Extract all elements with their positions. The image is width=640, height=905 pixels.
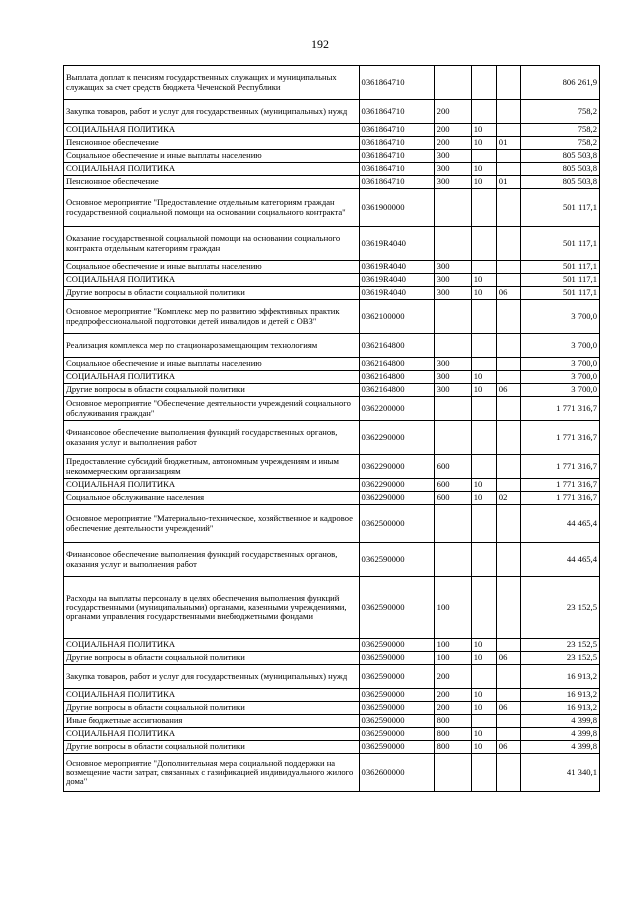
target-article-code: 0361864710 bbox=[359, 176, 434, 189]
amount: 501 117,1 bbox=[520, 189, 599, 227]
row-name: Реализация комплекса мер по стационарозамещающим технологиям bbox=[64, 334, 360, 358]
table-row bbox=[64, 639, 600, 652]
target-article-code: 03619R4040 bbox=[359, 274, 434, 287]
target-article-code: 0362590000 bbox=[359, 639, 434, 652]
expense-type-code: 300 bbox=[434, 163, 471, 176]
table-row bbox=[64, 137, 600, 150]
expense-type-code bbox=[434, 300, 471, 334]
subsection-code: 01 bbox=[496, 137, 520, 150]
target-article-code: 03619R4040 bbox=[359, 287, 434, 300]
row-name: Основное мероприятие "Комплекс мер по развитию эффективных практик предпрофессиональной подготовки детей инвалидов и детей с ОВЗ" bbox=[64, 300, 360, 334]
target-article-code: 0362590000 bbox=[359, 543, 434, 577]
table-row bbox=[64, 100, 600, 124]
table-row bbox=[64, 227, 600, 261]
subsection-code bbox=[496, 371, 520, 384]
amount: 1 771 316,7 bbox=[520, 421, 599, 455]
amount: 3 700,0 bbox=[520, 334, 599, 358]
section-code bbox=[471, 300, 496, 334]
subsection-code: 01 bbox=[496, 176, 520, 189]
section-code: 10 bbox=[471, 492, 496, 505]
row-name: СОЦИАЛЬНАЯ ПОЛИТИКА bbox=[64, 274, 360, 287]
section-code bbox=[471, 334, 496, 358]
target-article-code: 0362164800 bbox=[359, 371, 434, 384]
table-row bbox=[64, 397, 600, 421]
expense-type-code bbox=[434, 66, 471, 100]
table-row bbox=[64, 300, 600, 334]
expense-type-code: 200 bbox=[434, 137, 471, 150]
section-code bbox=[471, 261, 496, 274]
section-code: 10 bbox=[471, 639, 496, 652]
target-article-code: 0362590000 bbox=[359, 728, 434, 741]
amount: 758,2 bbox=[520, 137, 599, 150]
expense-type-code bbox=[434, 227, 471, 261]
row-name: Иные бюджетные ассигнования bbox=[64, 715, 360, 728]
section-code: 10 bbox=[471, 689, 496, 702]
amount: 23 152,5 bbox=[520, 652, 599, 665]
table-row bbox=[64, 334, 600, 358]
target-article-code: 0362100000 bbox=[359, 300, 434, 334]
row-name: Пенсионное обеспечение bbox=[64, 176, 360, 189]
amount: 1 771 316,7 bbox=[520, 397, 599, 421]
subsection-code bbox=[496, 577, 520, 639]
row-name: Пенсионное обеспечение bbox=[64, 137, 360, 150]
amount: 44 465,4 bbox=[520, 505, 599, 543]
amount: 805 503,8 bbox=[520, 150, 599, 163]
table-row bbox=[64, 371, 600, 384]
row-name: Закупка товаров, работ и услуг для государственных (муниципальных) нужд bbox=[64, 665, 360, 689]
amount: 16 913,2 bbox=[520, 702, 599, 715]
subsection-code bbox=[496, 261, 520, 274]
row-name: Социальное обеспечение и иные выплаты населению bbox=[64, 358, 360, 371]
section-code bbox=[471, 455, 496, 479]
table-row bbox=[64, 689, 600, 702]
section-code: 10 bbox=[471, 137, 496, 150]
expense-type-code: 600 bbox=[434, 492, 471, 505]
target-article-code: 0362590000 bbox=[359, 577, 434, 639]
amount: 1 771 316,7 bbox=[520, 492, 599, 505]
target-article-code: 0362590000 bbox=[359, 689, 434, 702]
row-name: Социальное обеспечение и иные выплаты населению bbox=[64, 261, 360, 274]
amount: 3 700,0 bbox=[520, 371, 599, 384]
amount: 41 340,1 bbox=[520, 754, 599, 792]
table-row bbox=[64, 421, 600, 455]
subsection-code bbox=[496, 189, 520, 227]
section-code: 10 bbox=[471, 728, 496, 741]
expense-type-code: 200 bbox=[434, 689, 471, 702]
subsection-code bbox=[496, 274, 520, 287]
amount: 4 399,8 bbox=[520, 728, 599, 741]
expense-type-code: 100 bbox=[434, 639, 471, 652]
table-row bbox=[64, 150, 600, 163]
target-article-code: 0361900000 bbox=[359, 189, 434, 227]
subsection-code bbox=[496, 150, 520, 163]
row-name: СОЦИАЛЬНАЯ ПОЛИТИКА bbox=[64, 728, 360, 741]
amount: 1 771 316,7 bbox=[520, 479, 599, 492]
table-row bbox=[64, 358, 600, 371]
expense-type-code: 600 bbox=[434, 479, 471, 492]
budget-table bbox=[63, 65, 600, 792]
expense-type-code: 300 bbox=[434, 274, 471, 287]
target-article-code: 0362164800 bbox=[359, 358, 434, 371]
expense-type-code: 300 bbox=[434, 261, 471, 274]
expense-type-code bbox=[434, 505, 471, 543]
expense-type-code: 300 bbox=[434, 176, 471, 189]
subsection-code: 06 bbox=[496, 384, 520, 397]
target-article-code: 0362290000 bbox=[359, 421, 434, 455]
expense-type-code bbox=[434, 543, 471, 577]
table-row bbox=[64, 728, 600, 741]
table-row bbox=[64, 577, 600, 639]
table-row bbox=[64, 715, 600, 728]
amount: 501 117,1 bbox=[520, 287, 599, 300]
amount: 501 117,1 bbox=[520, 274, 599, 287]
expense-type-code: 300 bbox=[434, 371, 471, 384]
row-name: Закупка товаров, работ и услуг для государственных (муниципальных) нужд bbox=[64, 100, 360, 124]
target-article-code: 0362200000 bbox=[359, 397, 434, 421]
amount: 16 913,2 bbox=[520, 689, 599, 702]
expense-type-code bbox=[434, 421, 471, 455]
subsection-code bbox=[496, 715, 520, 728]
table-row bbox=[64, 505, 600, 543]
amount: 16 913,2 bbox=[520, 665, 599, 689]
row-name: СОЦИАЛЬНАЯ ПОЛИТИКА bbox=[64, 371, 360, 384]
section-code bbox=[471, 150, 496, 163]
table-row bbox=[64, 163, 600, 176]
table-row bbox=[64, 384, 600, 397]
section-code: 10 bbox=[471, 163, 496, 176]
table-row bbox=[64, 741, 600, 754]
target-article-code: 0361864710 bbox=[359, 100, 434, 124]
amount: 758,2 bbox=[520, 100, 599, 124]
amount: 3 700,0 bbox=[520, 358, 599, 371]
subsection-code: 02 bbox=[496, 492, 520, 505]
subsection-code bbox=[496, 397, 520, 421]
section-code bbox=[471, 397, 496, 421]
expense-type-code: 600 bbox=[434, 455, 471, 479]
target-article-code: 0362590000 bbox=[359, 715, 434, 728]
section-code: 10 bbox=[471, 287, 496, 300]
section-code bbox=[471, 543, 496, 577]
subsection-code bbox=[496, 728, 520, 741]
section-code: 10 bbox=[471, 741, 496, 754]
expense-type-code: 100 bbox=[434, 652, 471, 665]
amount: 501 117,1 bbox=[520, 261, 599, 274]
row-name: Основное мероприятие "Обеспечение деятельности учреждений социального обслуживания граждан" bbox=[64, 397, 360, 421]
row-name: Выплата доплат к пенсиям государственных служащих и муниципальных служащих за счет средств бюджета Чеченской Республики bbox=[64, 66, 360, 100]
expense-type-code: 300 bbox=[434, 358, 471, 371]
row-name: СОЦИАЛЬНАЯ ПОЛИТИКА bbox=[64, 639, 360, 652]
subsection-code bbox=[496, 479, 520, 492]
row-name: Финансовое обеспечение выполнения функций государственных органов, оказания услуг и выполнения работ bbox=[64, 543, 360, 577]
row-name: Основное мероприятие "Материально-техническое, хозяйственное и кадровое обеспечение деятельности учреждений" bbox=[64, 505, 360, 543]
row-name: Расходы на выплаты персоналу в целях обеспечения выполнения функций государственными (муниципальными) органами, казенными учреждениями, органами управления государственными внебюджетными фондами bbox=[64, 577, 360, 639]
section-code: 10 bbox=[471, 371, 496, 384]
amount: 805 503,8 bbox=[520, 176, 599, 189]
table-row bbox=[64, 66, 600, 100]
subsection-code: 06 bbox=[496, 741, 520, 754]
expense-type-code: 300 bbox=[434, 150, 471, 163]
subsection-code bbox=[496, 300, 520, 334]
section-code: 10 bbox=[471, 384, 496, 397]
expense-type-code bbox=[434, 334, 471, 358]
amount: 3 700,0 bbox=[520, 384, 599, 397]
section-code: 10 bbox=[471, 176, 496, 189]
page-number: 192 bbox=[311, 37, 329, 51]
section-code bbox=[471, 100, 496, 124]
target-article-code: 0362590000 bbox=[359, 741, 434, 754]
expense-type-code: 300 bbox=[434, 384, 471, 397]
subsection-code bbox=[496, 505, 520, 543]
subsection-code bbox=[496, 639, 520, 652]
table-row bbox=[64, 543, 600, 577]
amount: 4 399,8 bbox=[520, 715, 599, 728]
section-code: 10 bbox=[471, 274, 496, 287]
section-code bbox=[471, 665, 496, 689]
target-article-code: 0362290000 bbox=[359, 455, 434, 479]
row-name: Социальное обеспечение и иные выплаты населению bbox=[64, 150, 360, 163]
target-article-code: 0362600000 bbox=[359, 754, 434, 792]
table-row bbox=[64, 176, 600, 189]
table-row bbox=[64, 124, 600, 137]
row-name: Другие вопросы в области социальной политики bbox=[64, 702, 360, 715]
row-name: СОЦИАЛЬНАЯ ПОЛИТИКА bbox=[64, 479, 360, 492]
row-name: Основное мероприятие "Предоставление отдельным категориям граждан государственной социальной помощи на основании социального контракта" bbox=[64, 189, 360, 227]
row-name: Социальное обслуживание населения bbox=[64, 492, 360, 505]
amount: 501 117,1 bbox=[520, 227, 599, 261]
section-code bbox=[471, 358, 496, 371]
row-name: Предоставление субсидий бюджетным, автономным учреждениям и иным некоммерческим организациям bbox=[64, 455, 360, 479]
subsection-code bbox=[496, 665, 520, 689]
target-article-code: 0362290000 bbox=[359, 479, 434, 492]
row-name: СОЦИАЛЬНАЯ ПОЛИТИКА bbox=[64, 689, 360, 702]
subsection-code: 06 bbox=[496, 652, 520, 665]
target-article-code: 0361864710 bbox=[359, 137, 434, 150]
section-code: 10 bbox=[471, 124, 496, 137]
section-code bbox=[471, 577, 496, 639]
target-article-code: 0361864710 bbox=[359, 124, 434, 137]
section-code: 10 bbox=[471, 479, 496, 492]
section-code: 10 bbox=[471, 702, 496, 715]
target-article-code: 0362164800 bbox=[359, 334, 434, 358]
table-row bbox=[64, 492, 600, 505]
expense-type-code: 800 bbox=[434, 728, 471, 741]
expense-type-code: 200 bbox=[434, 100, 471, 124]
budget-table-body bbox=[64, 66, 600, 792]
subsection-code bbox=[496, 543, 520, 577]
target-article-code: 0362290000 bbox=[359, 492, 434, 505]
amount: 1 771 316,7 bbox=[520, 455, 599, 479]
expense-type-code: 200 bbox=[434, 702, 471, 715]
row-name: Основное мероприятие "Дополнительная мера социальной поддержки на возмещение части затрат, связанных с газификацией индивидуального жилого дома" bbox=[64, 754, 360, 792]
expense-type-code: 200 bbox=[434, 124, 471, 137]
table-row bbox=[64, 702, 600, 715]
section-code bbox=[471, 189, 496, 227]
table-row bbox=[64, 754, 600, 792]
section-code bbox=[471, 715, 496, 728]
section-code: 10 bbox=[471, 652, 496, 665]
target-article-code: 0362590000 bbox=[359, 652, 434, 665]
amount: 23 152,5 bbox=[520, 639, 599, 652]
row-name: Другие вопросы в области социальной политики bbox=[64, 287, 360, 300]
section-code bbox=[471, 754, 496, 792]
subsection-code bbox=[496, 163, 520, 176]
subsection-code bbox=[496, 227, 520, 261]
row-name: СОЦИАЛЬНАЯ ПОЛИТИКА bbox=[64, 124, 360, 137]
target-article-code: 03619R4040 bbox=[359, 261, 434, 274]
amount: 44 465,4 bbox=[520, 543, 599, 577]
subsection-code bbox=[496, 455, 520, 479]
table-row bbox=[64, 652, 600, 665]
subsection-code bbox=[496, 124, 520, 137]
row-name: Финансовое обеспечение выполнения функций государственных органов, оказания услуг и выполнения работ bbox=[64, 421, 360, 455]
target-article-code: 0362590000 bbox=[359, 702, 434, 715]
row-name: СОЦИАЛЬНАЯ ПОЛИТИКА bbox=[64, 163, 360, 176]
expense-type-code bbox=[434, 189, 471, 227]
section-code bbox=[471, 421, 496, 455]
subsection-code: 06 bbox=[496, 287, 520, 300]
row-name: Оказание государственной социальной помощи на основании социального контракта отдельным категориям граждан bbox=[64, 227, 360, 261]
subsection-code: 06 bbox=[496, 702, 520, 715]
target-article-code: 03619R4040 bbox=[359, 227, 434, 261]
table-row bbox=[64, 479, 600, 492]
target-article-code: 0361864710 bbox=[359, 150, 434, 163]
target-article-code: 0362500000 bbox=[359, 505, 434, 543]
amount: 3 700,0 bbox=[520, 300, 599, 334]
target-article-code: 0362590000 bbox=[359, 665, 434, 689]
expense-type-code: 800 bbox=[434, 715, 471, 728]
amount: 758,2 bbox=[520, 124, 599, 137]
amount: 805 503,8 bbox=[520, 163, 599, 176]
expense-type-code: 200 bbox=[434, 665, 471, 689]
table-row bbox=[64, 665, 600, 689]
subsection-code bbox=[496, 754, 520, 792]
table-row bbox=[64, 455, 600, 479]
subsection-code bbox=[496, 66, 520, 100]
subsection-code bbox=[496, 334, 520, 358]
subsection-code bbox=[496, 421, 520, 455]
amount: 4 399,8 bbox=[520, 741, 599, 754]
section-code bbox=[471, 227, 496, 261]
target-article-code: 0361864710 bbox=[359, 66, 434, 100]
table-row bbox=[64, 261, 600, 274]
section-code bbox=[471, 66, 496, 100]
table-row bbox=[64, 189, 600, 227]
subsection-code bbox=[496, 358, 520, 371]
row-name: Другие вопросы в области социальной политики bbox=[64, 384, 360, 397]
amount: 806 261,9 bbox=[520, 66, 599, 100]
expense-type-code: 300 bbox=[434, 287, 471, 300]
target-article-code: 0361864710 bbox=[359, 163, 434, 176]
expense-type-code bbox=[434, 754, 471, 792]
row-name: Другие вопросы в области социальной политики bbox=[64, 741, 360, 754]
section-code bbox=[471, 505, 496, 543]
row-name: Другие вопросы в области социальной политики bbox=[64, 652, 360, 665]
expense-type-code: 800 bbox=[434, 741, 471, 754]
expense-type-code: 100 bbox=[434, 577, 471, 639]
table-row bbox=[64, 287, 600, 300]
subsection-code bbox=[496, 689, 520, 702]
target-article-code: 0362164800 bbox=[359, 384, 434, 397]
subsection-code bbox=[496, 100, 520, 124]
amount: 23 152,5 bbox=[520, 577, 599, 639]
expense-type-code bbox=[434, 397, 471, 421]
table-row bbox=[64, 274, 600, 287]
